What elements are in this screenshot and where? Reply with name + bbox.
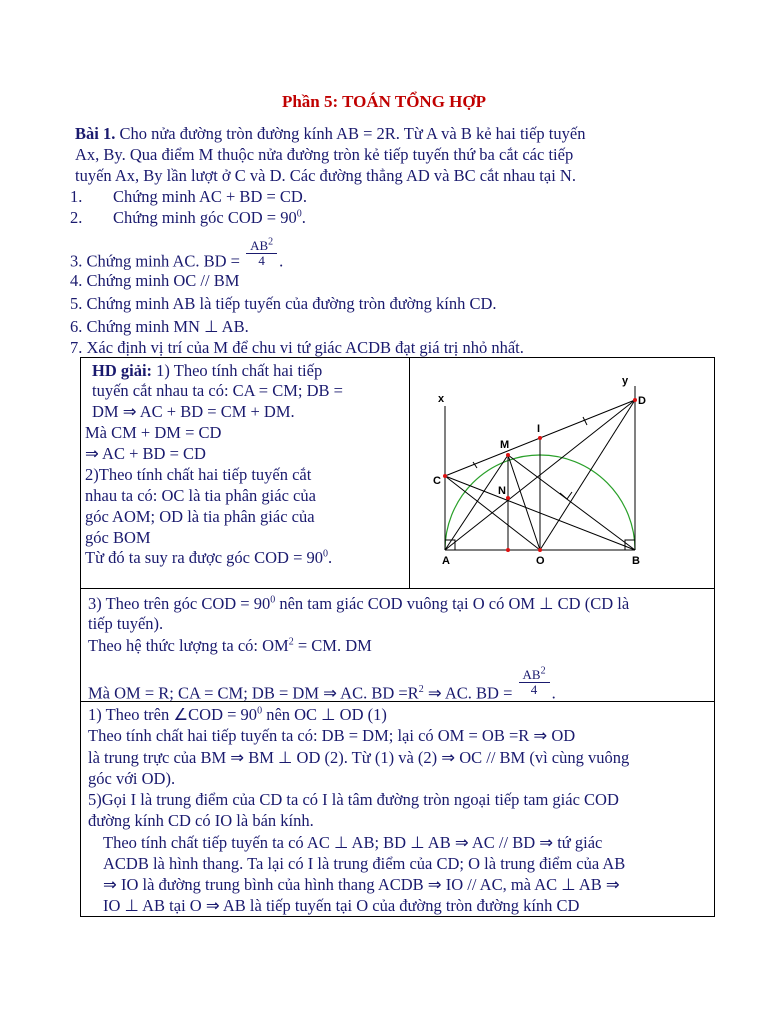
problem-text-1: Cho nửa đường tròn đường kính AB = 2R. Từ A và B kẻ hai tiếp tuyến	[115, 124, 586, 143]
solution4-line-3: là trung trực của BM ⇒ BM ⊥ OD (2). Từ (1) và (2) ⇒ OC // BM (vì cùng vuông	[88, 748, 630, 767]
problem-line-2: Ax, By. Qua điểm M thuộc nửa đường tròn kẻ tiếp tuyến thứ ba cắt các tiếp	[75, 145, 574, 164]
point-d	[633, 398, 637, 402]
label-i: I	[537, 423, 541, 435]
problem-item-6: 6. Chứng minh MN ⊥ AB.	[70, 317, 249, 336]
solution1-line-9: góc BOM	[85, 528, 151, 547]
geometry-figure	[430, 368, 710, 578]
label-c: C	[433, 475, 441, 487]
label-n: N	[498, 485, 506, 497]
solution1-line-3: DM ⇒ AC + BD = CM + DM.	[92, 402, 295, 421]
solution4-line-8: ACDB là hình thang. Ta lại có I là trung điểm của CD; O là trung điểm của AB	[103, 854, 626, 873]
label-a: A	[442, 555, 450, 567]
point-o	[538, 548, 542, 552]
solution4-line-2: Theo tính chất hai tiếp tuyến ta có: DB = DM; lại có OM = OB =R ⇒ OD	[88, 726, 576, 745]
solution1-line-4: Mà CM + DM = CD	[85, 423, 222, 442]
problem-item-7: 7. Xác định vị trí của M để chu vi tứ giác ACDB đạt giá trị nhỏ nhất.	[70, 338, 524, 357]
point-n	[506, 496, 510, 500]
solution1-line-2: tuyến cắt nhau ta có: CA = CM; DB =	[92, 381, 343, 400]
solution3-line-1: 3) Theo trên góc COD = $90^0$ nên tam giác COD vuông tại O có OM ⊥ CD (CD là	[88, 594, 630, 613]
solution-label: HD giải:	[92, 361, 153, 380]
solution4-line-4: góc với OD).	[88, 769, 176, 788]
segment-od	[540, 400, 635, 550]
solution3-line-3: Theo hệ thức lượng ta có: $OM^2$ = CM. DM	[88, 636, 372, 655]
solution4-line-10: IO ⊥ AB tại O ⇒ AB là tiếp tuyến tại O của đường tròn đường kính CD	[103, 896, 580, 915]
point-m	[506, 453, 510, 457]
point-h	[506, 548, 510, 552]
fraction-ab2-over-4: $\frac{AB^2}{4}$	[519, 668, 550, 697]
problem-item-5: 5. Chứng minh AB là tiếp tuyến của đường tròn đường kính CD.	[70, 294, 497, 313]
problem-item-2: 2. Chứng minh góc COD = $90^0$.	[70, 208, 306, 227]
solution1-line-5: ⇒ AC + BD = CD	[85, 444, 206, 463]
point-i	[538, 436, 542, 440]
solution1-line-7: nhau ta có: OC là tia phân giác của	[85, 486, 316, 505]
solution1-line-8: góc AOM; OD là tia phân giác của	[85, 507, 315, 526]
fraction-ab2-over-4: $\frac{AB^2}{4}$	[246, 239, 277, 268]
segment-bm	[508, 455, 635, 550]
solution4-line-1: 1) Theo trên ∠COD = $90^0$ nên OC ⊥ OD (1)	[88, 705, 387, 724]
solution4-line-7: Theo tính chất tiếp tuyến ta có AC ⊥ AB; BD ⊥ AB ⇒ AC // BD ⇒ tứ giác	[103, 833, 603, 852]
solution1-line-1: HD giải: 1) Theo tính chất hai tiếp	[92, 361, 323, 380]
label-x: x	[438, 393, 445, 405]
solution4-line-9: ⇒ IO là đường trung bình của hình thang ACDB ⇒ IO // AC, mà AC ⊥ AB ⇒	[103, 875, 620, 894]
point-c	[443, 474, 447, 478]
solution3-line-4: Mà OM = R; CA = CM; DB = DM ⇒ AC. BD $=R^2$ ⇒ AC. BD = $\frac{AB^2}{4}$ .	[88, 665, 556, 703]
problem-line-3: tuyến Ax, By lần lượt ở C và D. Các đường thẳng AD và BC cắt nhau tại N.	[75, 166, 576, 185]
solution4-line-5: 5)Gọi I là trung điểm của CD ta có I là tâm đường tròn ngoại tiếp tam giác COD	[88, 790, 619, 809]
label-b: B	[632, 555, 640, 567]
solution1-line-6: 2)Theo tính chất hai tiếp tuyến cắt	[85, 465, 312, 484]
problem-label: Bài 1.	[75, 124, 116, 143]
page-title: Phần 5: TOÁN TỔNG HỢP	[281, 92, 487, 111]
problem-item-1: 1. Chứng minh AC + BD = CD.	[70, 187, 307, 206]
solution3-line-2: tiếp tuyến).	[88, 614, 164, 633]
problem-line-1	[75, 124, 585, 144]
label-y: y	[622, 375, 629, 387]
problem-item-3: 3. Chứng minh AC. BD = $\frac{AB^2}{4}$ .	[70, 236, 284, 271]
label-m: M	[500, 439, 510, 451]
solution4-line-6: đường kính CD có IO là bán kính.	[88, 811, 314, 830]
segment-am	[445, 455, 508, 550]
label-o: O	[536, 555, 545, 567]
problem-item-4: 4. Chứng minh OC // BM	[70, 271, 240, 290]
solution1-line-10: Từ đó ta suy ra được góc COD = $90^0$.	[85, 548, 333, 567]
label-d: D	[638, 395, 646, 407]
